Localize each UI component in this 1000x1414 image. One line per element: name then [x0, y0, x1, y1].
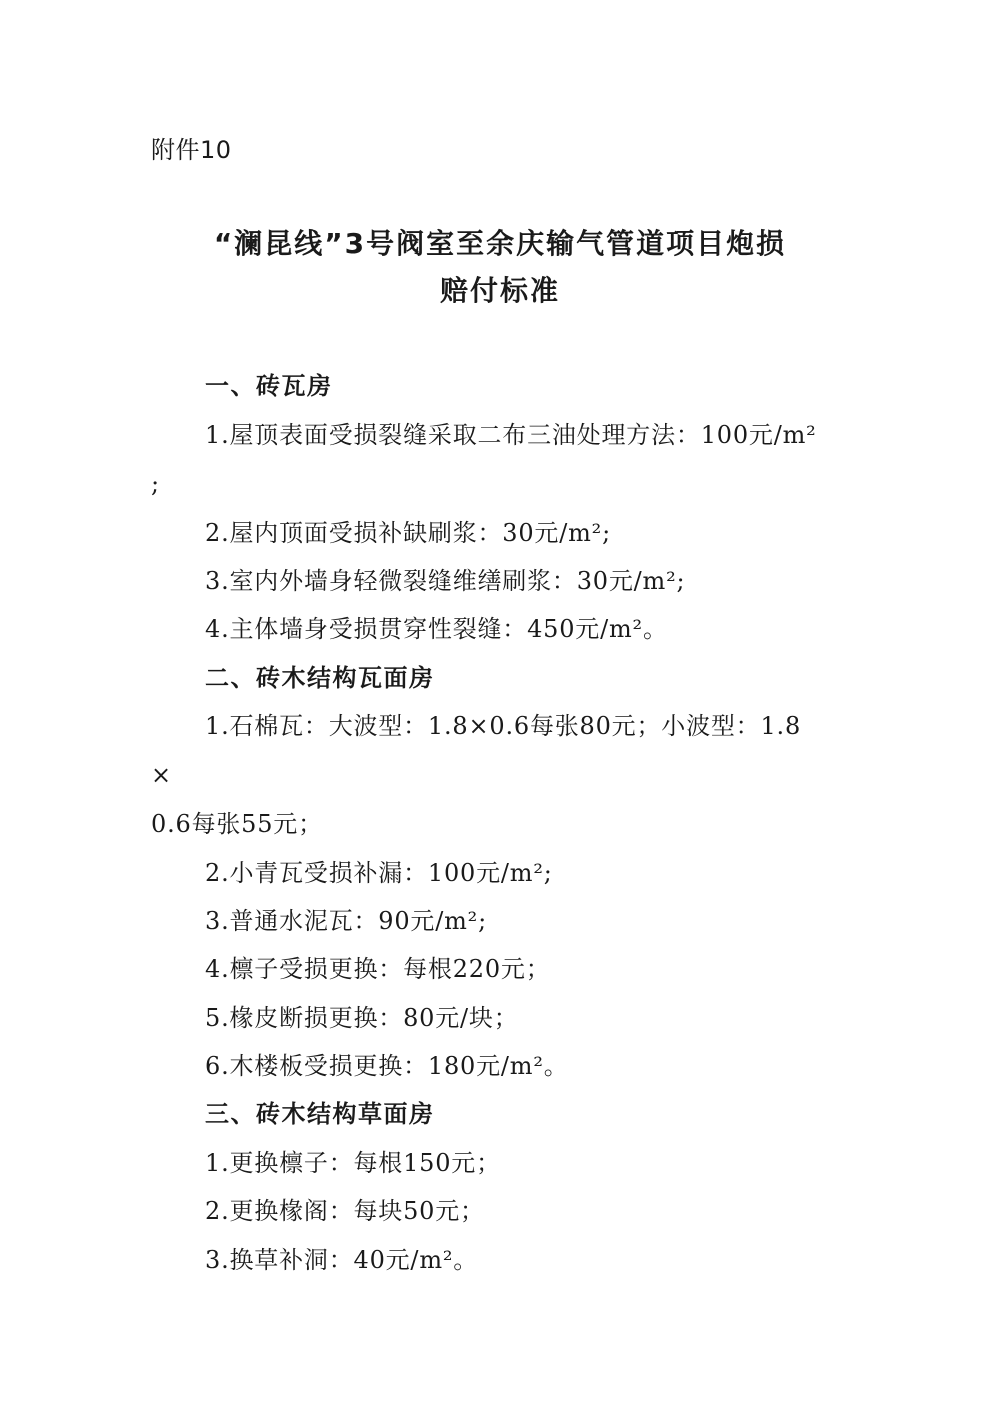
- list-item: 5.椽皮断损更换：80元/块；: [205, 1004, 519, 1032]
- section-heading-brick-wood-tile-roof-house: 二、砖木结构瓦面房: [205, 664, 435, 692]
- list-item-continuation: ;: [151, 470, 160, 498]
- list-item-continuation: 0.6每张55元；: [151, 810, 323, 838]
- list-item: 2.屋内顶面受损补缺刷浆：30元/m²;: [205, 519, 611, 547]
- list-item: 4.主体墙身受损贯穿性裂缝：450元/m²。: [205, 615, 668, 643]
- list-item: 1.更换檩子：每根150元；: [205, 1149, 501, 1177]
- list-item: 3.普通水泥瓦：90元/m²;: [205, 907, 487, 935]
- section-heading-brick-tile-house: 一、砖瓦房: [205, 372, 333, 400]
- list-item: 1.屋顶表面受损裂缝采取二布三油处理方法：100元/m²: [205, 421, 817, 449]
- list-item: 1.石棉瓦：大波型：1.8×0.6每张80元；小波型：1.8: [205, 712, 802, 740]
- list-item: 2.更换椽阁：每块50元；: [205, 1197, 485, 1225]
- list-item: 6.木楼板受损更换：180元/m²。: [205, 1052, 569, 1080]
- list-item: 3.室内外墙身轻微裂缝维缮刷浆：30元/m²;: [205, 567, 686, 595]
- section-heading-brick-wood-thatch-roof-house: 三、砖木结构草面房: [205, 1100, 435, 1128]
- list-item: 3.换草补洞：40元/m²。: [205, 1246, 479, 1274]
- document-title-line-2: 赔付标准: [439, 274, 560, 307]
- document-title-line-1: “澜昆线”3号阀室至余庆输气管道项目炮损: [213, 227, 787, 260]
- list-item-continuation: ×: [151, 761, 172, 789]
- list-item: 2.小青瓦受损补漏：100元/m²;: [205, 859, 553, 887]
- list-item: 4.檩子受损更换：每根220元；: [205, 955, 551, 983]
- attachment-label: 附件10: [151, 136, 232, 164]
